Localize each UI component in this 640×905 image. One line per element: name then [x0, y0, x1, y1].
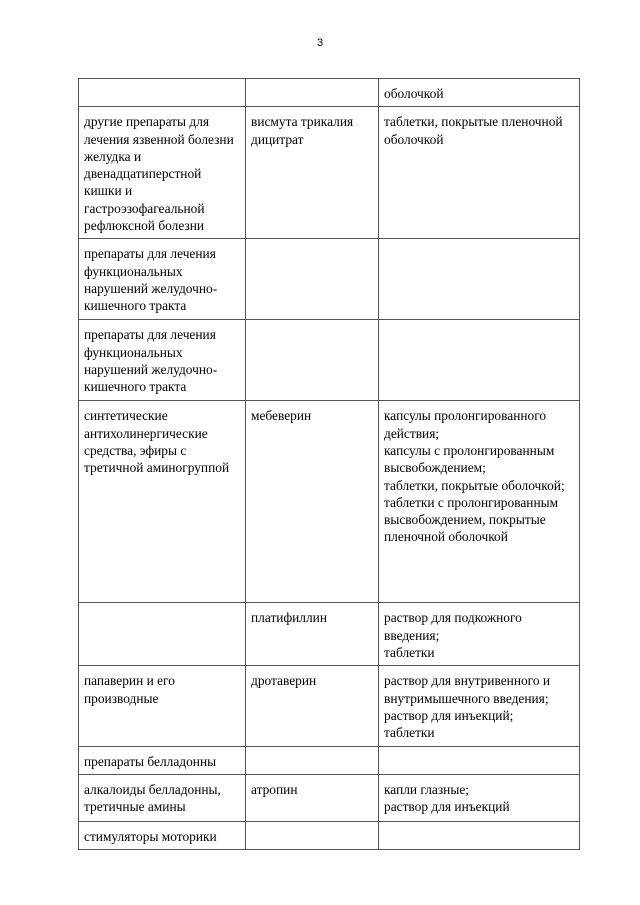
cell-group: препараты для лечения функциональных нарушений желудочно-кишечного тракта [79, 320, 246, 401]
table-body [79, 79, 580, 850]
cell-forms [379, 401, 580, 603]
cell-forms [379, 320, 580, 401]
cell-group [79, 79, 246, 107]
cell-group: препараты для лечения функциональных нарушений желудочно-кишечного тракта [79, 239, 246, 320]
cell-substance: атропин [246, 774, 379, 821]
cell-forms [379, 746, 580, 774]
cell-group: стимуляторы моторики [79, 821, 246, 849]
dosage-form: раствор для инъекций [384, 799, 510, 815]
dosage-form: раствор для инъекций; [384, 707, 514, 723]
dosage-form: оболочкой [384, 86, 444, 101]
table-row [79, 774, 580, 821]
cell-forms [379, 603, 580, 666]
page-number: 3 [316, 37, 324, 49]
dosage-form: таблетки [384, 644, 435, 660]
cell-substance: висмута трикалия дицитрат [246, 107, 379, 239]
dosage-form: раствор для подкожного введения; [384, 610, 522, 643]
cell-substance [246, 821, 379, 849]
cell-substance [246, 320, 379, 401]
cell-forms [379, 821, 580, 849]
cell-forms [379, 666, 580, 746]
table-row [79, 401, 580, 603]
cell-substance [246, 79, 379, 107]
drug-table [78, 78, 580, 850]
dosage-form: капли глазные; [384, 781, 469, 797]
cell-forms [379, 79, 580, 107]
table-row [79, 320, 580, 401]
cell-group: папаверин и его производные [79, 666, 246, 746]
dosage-form: капсулы пролонгированного действия; [384, 408, 547, 441]
cell-substance [246, 239, 379, 320]
cell-substance: мебеверин [246, 401, 379, 603]
cell-substance [246, 746, 379, 774]
cell-forms [379, 107, 580, 239]
cell-group [79, 603, 246, 666]
cell-substance: платифиллин [246, 603, 379, 666]
dosage-form: таблетки, покрытые пленочной оболочкой [384, 114, 563, 147]
table-row [79, 107, 580, 239]
dosage-form: таблетки с пролонгированным высвобождением, покрытые пленочной оболочкой [384, 494, 559, 545]
cell-substance: дротаверин [246, 666, 379, 746]
table-row [79, 666, 580, 746]
table-row [79, 746, 580, 774]
dosage-form: таблетки [384, 725, 435, 741]
cell-forms [379, 239, 580, 320]
dosage-form: раствор для внутривенного и внутримышечного введения; [384, 673, 551, 706]
table-row [79, 239, 580, 320]
cell-group: синтетические антихолинергические средства, эфиры с третичной аминогруппой [79, 401, 246, 603]
table-row [79, 603, 580, 666]
cell-group: препараты белладонны [79, 746, 246, 774]
cell-forms [379, 774, 580, 821]
dosage-form: таблетки, покрытые оболочкой; [384, 477, 565, 493]
cell-group: другие препараты для лечения язвенной болезни желудка и двенадцатиперстной кишки и гастроэзофагеальной рефлюксной болезни [79, 107, 246, 239]
dosage-form: капсулы с пролонгированным высвобождением; [384, 442, 555, 476]
cell-group: алкалоиды белладонны, третичные амины [79, 774, 246, 821]
table-row [79, 79, 580, 107]
table-row [79, 821, 580, 849]
